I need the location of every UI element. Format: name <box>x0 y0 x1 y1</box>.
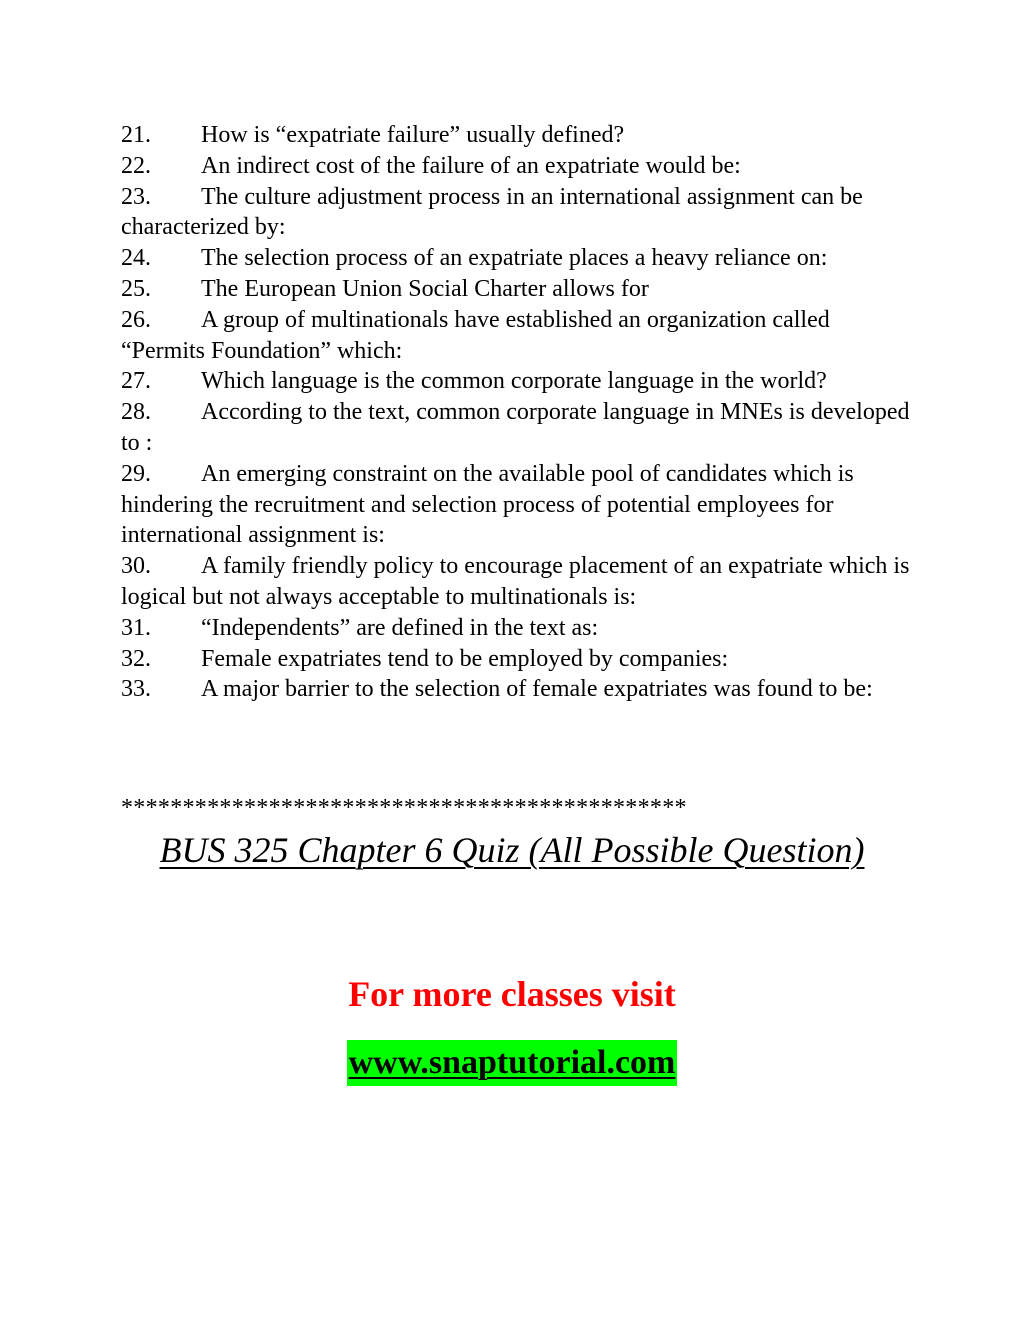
question-item <box>121 551 911 613</box>
question-item <box>121 305 911 367</box>
question-number: 30. <box>121 553 151 580</box>
question-number: 32. <box>121 645 151 672</box>
question-item <box>121 644 911 675</box>
question-list <box>121 120 911 705</box>
question-number: 21. <box>121 122 151 148</box>
question-number: 28. <box>121 399 151 426</box>
question-text: The selection process of an expatriate places a heavy reliance on: <box>201 245 828 272</box>
question-text: An indirect cost of the failure of an expatriate would be: <box>201 152 741 179</box>
question-text: Female expatriates tend to be employed by companies: <box>201 645 729 672</box>
question-text: An emerging constraint on the available pool of candidates which is hindering the recruitment and selection process of potential employees for international assignment is: <box>121 460 854 549</box>
question-item <box>121 366 911 397</box>
question-number: 27. <box>121 368 151 395</box>
question-number: 23. <box>121 183 151 210</box>
question-item <box>121 459 911 551</box>
question-text: According to the text, common corporate language in MNEs is developed to : <box>121 399 910 456</box>
question-item <box>121 274 911 305</box>
question-text: A family friendly policy to encourage placement of an expatriate which is logical but not always acceptable to multinationals is: <box>121 553 910 610</box>
question-item <box>121 151 911 182</box>
question-number: 33. <box>121 676 151 703</box>
site-link[interactable]: www.snaptutorial.com <box>347 1040 678 1086</box>
question-item <box>121 397 911 459</box>
question-item <box>121 120 911 151</box>
question-number: 26. <box>121 306 151 333</box>
question-number: 24. <box>121 245 151 272</box>
question-number: 22. <box>121 152 151 179</box>
asterisk-separator: ********************************************** <box>121 795 687 821</box>
question-text: Which language is the common corporate language in the world? <box>201 368 827 395</box>
quiz-title: BUS 325 Chapter 6 Quiz (All Possible Question) <box>159 830 865 870</box>
question-number: 25. <box>121 275 151 302</box>
question-text: “Independents” are defined in the text as: <box>201 614 599 641</box>
question-item <box>121 243 911 274</box>
question-text: How is “expatriate failure” usually defined? <box>201 122 625 148</box>
question-item <box>121 674 911 705</box>
question-item <box>121 182 911 244</box>
site-link-container <box>0 1040 1024 1086</box>
question-number: 29. <box>121 460 151 487</box>
question-number: 31. <box>121 614 151 641</box>
visit-prompt: For more classes visit <box>348 974 676 1014</box>
question-text: A group of multinationals have established an organization called “Permits Foundation” which: <box>121 306 830 364</box>
question-text: The culture adjustment process in an international assignment can be characterized by: <box>121 183 863 241</box>
question-text: A major barrier to the selection of female expatriates was found to be: <box>201 676 873 703</box>
question-item <box>121 613 911 644</box>
question-text: The European Union Social Charter allows for <box>201 275 649 302</box>
